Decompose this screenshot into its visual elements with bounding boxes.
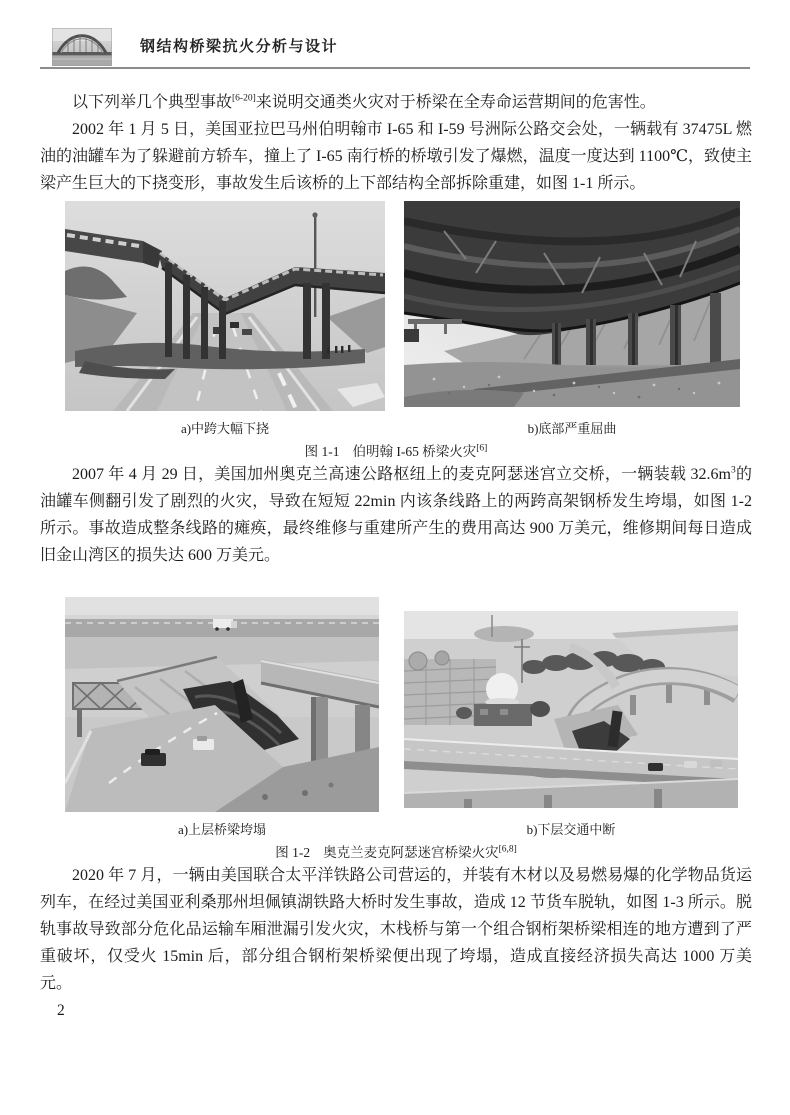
- figure-1-1-photos: [40, 201, 752, 411]
- intro-text: 以下列举几个典型事故: [72, 94, 233, 111]
- paragraph-tempe: 2020 年 7 月，一辆由美国联合太平洋铁路公司营运的，并装有木材以及易燃易爆的化学物品货运列车，在经过美国亚利桑那州坦佩镇湖铁路大桥时发生事故，造成 12 节货车脱轨，如图 1-3 所示。脱轨事故导致部分危化品运输车厢泄漏引发火灾，木栈桥与第一个组合钢桁架桥梁相连的地方遭到了严重破坏，仅受火 15min 后，部分组合钢桁架桥梁便出现了垮塌，造成直接经济损失高达 1000 万美元。: [40, 867, 752, 992]
- figure-1-2-subcaptions: [40, 821, 752, 838]
- oakland-text: 2007 年 4 月 29 日，美国加州奥克兰高速公路枢纽上的麦克阿瑟迷宫立交桥，一辆装载 32.6m: [72, 466, 731, 483]
- bridge-photo-logo: [52, 28, 112, 66]
- figure-1-1-caption: [40, 443, 752, 461]
- figure-1-2: [40, 597, 752, 862]
- photo-upper-deck-collapse: [65, 597, 379, 812]
- subcaption-a: a)上层桥梁垮塌: [177, 822, 267, 837]
- subcaption-b: b)底部严重屈曲: [527, 421, 617, 436]
- page-body: [40, 89, 752, 997]
- paragraph-intro: [40, 89, 752, 116]
- figure-label: 图 1-2: [275, 845, 311, 860]
- paragraph-birmingham: 2002 年 1 月 5 日，美国亚拉巴马州伯明翰市 I-65 和 I-59 号洲际公路交会处，一辆载有 37475L 燃油的油罐车为了躲避前方轿车，撞上了 I-65 南行桥的桥墩引发了爆燃，温度一度达到 1100℃，致使主梁产生巨大的下挠变形，事故发生后该桥的上下部结构全部拆除重建，如图 1-1 所示。: [40, 121, 752, 192]
- oakland-text-after: 的油罐车侧翻引发了剧烈的火灾，导致在短短 22min 内该条线路上的两跨高架钢桥发生垮塌，如图 1-2 所示。事故造成整条线路的瘫痪，最终维修与重建所产生的费用高达 900 万美元，维修期间每日造成旧金山湾区的损失达 600 万美元。: [40, 466, 752, 564]
- figure-1-1-subcaptions: [40, 420, 752, 437]
- header-divider: [40, 67, 750, 69]
- figure-label: 图 1-1: [304, 444, 340, 459]
- paragraph-oakland: [40, 461, 752, 569]
- book-title: 钢结构桥梁抗火分析与设计: [140, 38, 339, 55]
- figure-title: 伯明翰 I-65 桥梁火灾: [352, 444, 477, 459]
- photo-midspan-sag: [65, 201, 385, 411]
- citation-marker: [6-20]: [232, 93, 256, 104]
- figure-1-2-caption: [40, 844, 752, 862]
- intro-text-after: 来说明交通类火灾对于桥梁在全寿命运营期间的危害性。: [255, 94, 656, 111]
- figure-1-2-photos: [40, 597, 752, 812]
- superscript-cubed: 3: [730, 465, 736, 476]
- citation-marker: [6]: [476, 443, 488, 454]
- photo-bottom-buckling: [404, 201, 740, 407]
- figure-1-1: [40, 201, 752, 461]
- figure-title: 奥克兰麦克阿瑟迷宫桥梁火灾: [323, 845, 499, 860]
- subcaption-b: b)下层交通中断: [526, 822, 616, 837]
- page-number: 2: [57, 1002, 65, 1019]
- page-header: [52, 27, 750, 66]
- subcaption-a: a)中跨大幅下挠: [180, 421, 270, 436]
- citation-marker: [6,8]: [498, 844, 517, 855]
- photo-lower-traffic-interrupted: [404, 611, 738, 808]
